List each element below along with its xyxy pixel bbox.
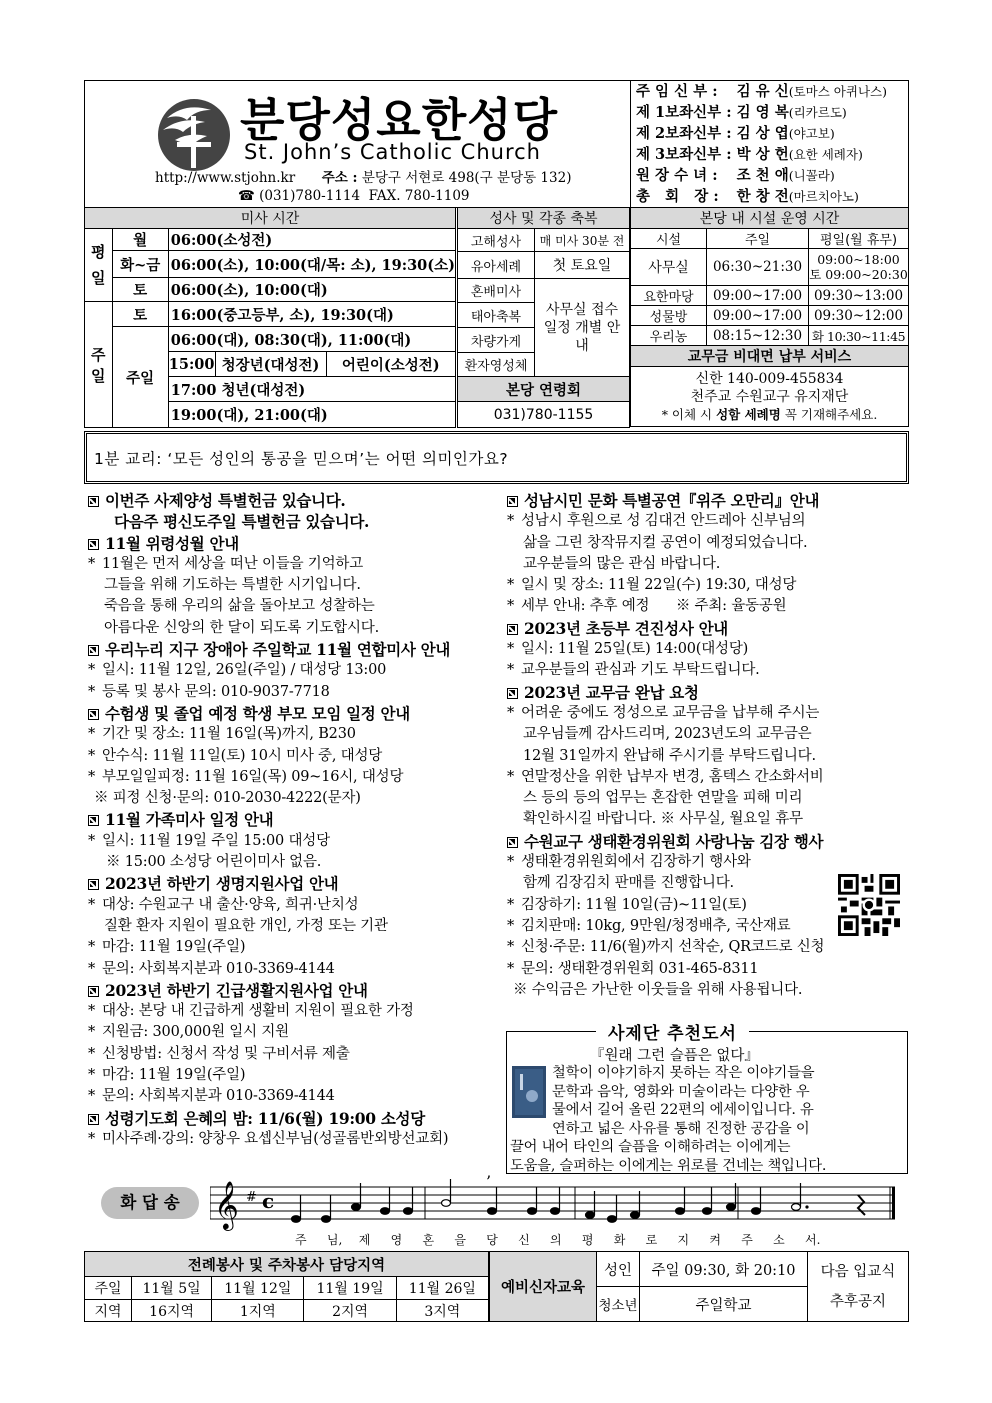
marriage-mass: 혼배미사 xyxy=(458,279,535,303)
news-line: * 일시: 11월 19일 주일 15:00 대성당 xyxy=(88,832,330,849)
clergy-name: 김 상 엽 xyxy=(736,125,789,142)
news-line: * 신청방법: 신청서 작성 및 구비서류 제출 xyxy=(88,1045,350,1062)
clergy-name: 한 창 전 xyxy=(736,188,789,205)
psalm-staff xyxy=(210,1175,900,1235)
clergy-name: 박 상 헌 xyxy=(736,146,789,163)
clergy-name: 조 천 애 xyxy=(736,167,789,184)
news-line: * 문의: 생태환경위원회 031-465-8311 xyxy=(507,960,759,977)
duty-date-2: 11월 12일 xyxy=(212,1277,304,1300)
bullet-box-icon xyxy=(88,539,99,550)
news-line: 11월 위령성월 안내 xyxy=(88,533,488,554)
facility-yohan-weekday: 09:30~13:00 xyxy=(809,286,909,306)
clergy-list xyxy=(636,81,908,207)
news-line: * 대상: 본당 내 긴급하게 생활비 지원이 필요한 가정 xyxy=(88,1003,414,1020)
header-divider xyxy=(630,80,631,208)
bullet-box-icon xyxy=(88,1114,99,1125)
news-line: 함께 김장김치 판매를 진행합니다. xyxy=(523,875,734,892)
news-line: 12월 31일까지 완납해 주시기를 부탁드립니다. xyxy=(523,747,816,764)
col-weekday: 평일(월 휴무) xyxy=(809,229,909,249)
facility-office-sunday: 06:30~21:30 xyxy=(707,249,809,286)
bullet-box-icon xyxy=(88,986,99,997)
clergy-role: 원 장 수 녀 : xyxy=(636,167,718,184)
clergy-row xyxy=(636,81,908,102)
lyric-syllable: 로 xyxy=(645,1233,658,1247)
youth-time: 주일학교 xyxy=(640,1287,808,1322)
news-line: 수험생 및 졸업 예정 학생 부모 모임 일정 안내 xyxy=(88,703,488,724)
news-line: ※ 15:00 소성당 어린이미사 없음. xyxy=(106,854,322,871)
address: 분당구 서현로 498(구 분당동 132) xyxy=(361,170,572,186)
news-line: * 어려운 중에도 정성으로 교무금을 납부해 주시는 xyxy=(507,704,820,721)
mass-title: 미사 시간 xyxy=(85,208,456,229)
news-line: 질환 환자 지원이 필요한 개인, 가정 또는 기관 xyxy=(104,917,388,934)
clergy-baptism: (니꼴라) xyxy=(788,168,835,183)
news-line: ※ 피정 신청·문의: 010-2030-4222(문자) xyxy=(94,790,361,807)
news-line: 확인하시길 바랍니다. ※ 사무실, 월요일 휴무 xyxy=(523,811,803,828)
book-line: 도움을, 슬퍼하는 이에게는 위로를 건네는 책입니다. xyxy=(510,1157,827,1174)
church-name-en: St. John’s Catholic Church xyxy=(244,140,541,164)
tithe-holder: 천주교 수원교구 유지재단 xyxy=(690,388,849,405)
duty-date-4: 11월 26일 xyxy=(396,1277,488,1300)
mass-time-sat: 06:00(소), 10:00(대) xyxy=(168,278,455,302)
facilities-title: 본당 내 시설 운영 시간 xyxy=(631,208,909,229)
church-name: 분당성요한성당 xyxy=(240,93,559,147)
news-line: 죽음을 통해 우리의 삶을 돌아보고 성찰하는 xyxy=(104,598,375,615)
news-line: * 세부 안내: 추후 예정 ※ 주최: 율동공원 xyxy=(507,598,787,615)
facility-farm: 우리농 xyxy=(631,326,707,346)
tithe-info xyxy=(631,367,909,427)
sunday-youth: 청장년(대성전) xyxy=(215,352,326,376)
news-line: 교우분들의 많은 관심 바랍니다. xyxy=(523,555,721,572)
clergy-baptism: (야고보) xyxy=(788,126,835,141)
duty-title: 전례봉사 및 주차봉사 담당지역 xyxy=(85,1252,489,1277)
clergy-role: 제 1보좌신부 : xyxy=(636,104,732,121)
news-line: ※ 수익금은 가난한 이웃들을 위해 사용됩니다. xyxy=(513,981,803,998)
news-line: 2023년 하반기 긴급생활지원사업 안내 xyxy=(88,980,488,1001)
news-line: * 일시 및 장소: 11월 22일(수) 19:30, 대성당 xyxy=(507,577,797,594)
bullet-box-icon xyxy=(88,879,99,890)
lyric-syllable: 영 xyxy=(390,1233,403,1247)
news-line: * 기간 및 장소: 11월 16일(목)까지, B230 xyxy=(88,726,356,743)
news-line: * 대상: 수원교구 내 출산·양육, 희귀·난치성 xyxy=(88,896,359,913)
bullet-box-icon xyxy=(507,688,518,699)
bullet-box-icon xyxy=(88,815,99,826)
clergy-name: 김 영 복 xyxy=(736,104,789,121)
book-line: 철학이 이야기하지 못하는 작은 이야기들을 xyxy=(552,1065,815,1081)
bullet-box-icon xyxy=(507,837,518,848)
catechumen-table xyxy=(489,1251,909,1322)
lyric-syllable: 서. xyxy=(805,1233,821,1247)
news-line: 교우님들께 감사드리며, 2023년도의 교무금은 xyxy=(523,726,812,743)
news-line: 11월 가족미사 일정 안내 xyxy=(88,809,488,830)
svg-text:𝄞: 𝄞 xyxy=(214,1180,239,1229)
mass-day-sat-eve: 토 xyxy=(112,302,168,327)
infant-baptism-time: 첫 토요일 xyxy=(535,252,630,279)
mass-time-mon: 06:00(소성전) xyxy=(168,229,455,251)
lyric-syllable: 주 xyxy=(741,1233,753,1247)
clergy-row xyxy=(636,123,908,144)
tithe-account: 신한 140-009-455834 xyxy=(695,370,844,387)
svg-text:’: ’ xyxy=(486,1175,492,1191)
facility-farm-sunday: 08:15~12:30 xyxy=(707,326,809,346)
duty-row2-label: 지역 xyxy=(85,1300,132,1322)
clergy-baptism: (마르치아노) xyxy=(788,189,859,204)
confession-time: 매 미사 30분 전 xyxy=(535,229,630,252)
news-line: * 신청·주문: 11/6(월)까지 선착순, QR코드로 신청 xyxy=(507,939,825,956)
duty-area-4: 3지역 xyxy=(396,1300,488,1322)
book-title: 『원래 그런 슬픔은 없다』 xyxy=(590,1048,759,1064)
col-facility: 시설 xyxy=(631,229,707,249)
news-line: 삶을 그린 창작뮤지컬 공연이 예정되었습니다. xyxy=(523,534,808,551)
clergy-role: 총 회 장 : xyxy=(636,188,719,205)
clergy-baptism: (리카르도) xyxy=(788,105,847,120)
facility-farm-weekday: 화 10:30~11:45 xyxy=(809,326,909,346)
news-line: * 마감: 11월 19일(주일) xyxy=(88,1067,246,1084)
facility-yohan-sunday: 09:00~17:00 xyxy=(707,286,809,306)
news-line: * 부모일일피정: 11월 16일(목) 09~16시, 대성당 xyxy=(88,768,404,785)
adult-time: 주일 09:30, 화 20:10 xyxy=(640,1252,808,1287)
lyric-syllable: 평 xyxy=(581,1233,594,1247)
mass-day-sat: 토 xyxy=(112,278,168,302)
news-line: * 마감: 11월 19일(주일) xyxy=(88,939,246,956)
clergy-role: 주 임 신 부 : xyxy=(636,83,718,100)
bullet-box-icon xyxy=(88,709,99,720)
sick-communion: 환자영성체 xyxy=(458,353,535,377)
infant-baptism: 유아세례 xyxy=(458,252,535,279)
news-line: * 김장하기: 11월 10일(금)~11일(토) xyxy=(507,896,747,913)
clergy-row xyxy=(636,144,908,165)
news-line: * 생태환경위원회에서 김장하기 행사와 xyxy=(507,854,751,871)
news-line: 2023년 초등부 견진성사 안내 xyxy=(507,618,907,639)
news-line: 성령기도회 은혜의 밤: 11/6(월) 19:00 소성당 xyxy=(88,1108,488,1129)
news-line: * 11월은 먼저 세상을 떠난 이들을 기억하고 xyxy=(88,555,364,572)
next-entrance: 다음 입교식 추후공지 xyxy=(808,1252,909,1322)
facility-store: 성물방 xyxy=(631,306,707,326)
house-blessing: 차량가게 xyxy=(458,328,535,353)
news-line: 아름다운 신앙의 한 달이 되도록 기도합시다. xyxy=(104,619,379,636)
church-logo-icon xyxy=(155,96,233,174)
mass-time-sunday-1500 xyxy=(168,352,455,377)
mass-time-tue-fri: 06:00(소), 10:00(대/목: 소), 19:30(소) xyxy=(168,251,455,278)
news-line: 스 등의 등의 업무는 혼잡한 연말을 피해 미리 xyxy=(523,790,803,807)
psalm-lyrics xyxy=(295,1231,821,1247)
catechism-text: 1분 교리: ‘모든 성인의 통공을 믿으며’는 어떤 의미인가요? xyxy=(94,450,509,468)
website-link[interactable]: http://www.stjohn.kr xyxy=(155,170,296,186)
book-body xyxy=(510,1064,904,1175)
sunday-child: 어린이(소성전) xyxy=(341,356,440,374)
facility-store-sunday: 09:00~17:00 xyxy=(707,306,809,326)
duty-area-1: 16지역 xyxy=(132,1300,212,1322)
book-line: 물에서 길어 올린 22편의 에세이입니다. 유 xyxy=(552,1102,814,1118)
fetus-blessing: 태아축복 xyxy=(458,303,535,328)
news-line: 2023년 하반기 생명지원사업 안내 xyxy=(88,873,488,894)
mass-time-sunday-1: 06:00(대), 08:30(대), 11:00(대) xyxy=(168,327,455,352)
lyric-syllable: 주 xyxy=(295,1233,307,1247)
clergy-row xyxy=(636,186,908,207)
clergy-baptism: (요한 세례자) xyxy=(788,147,863,162)
bullet-box-icon xyxy=(507,624,518,635)
facilities-table xyxy=(630,207,909,427)
council-phone: 031)780-1155 xyxy=(458,402,630,428)
tithe-title: 교무금 비대면 납부 서비스 xyxy=(631,346,909,367)
mass-day-mon: 월 xyxy=(112,229,168,251)
book-section-title: 사제단 추천도서 xyxy=(596,1019,749,1044)
lyric-syllable: 님, xyxy=(326,1233,343,1247)
news-line: * 지원금: 300,000원 일시 지원 xyxy=(88,1024,289,1041)
office-note: 사무실 접수 일정 개별 안내 xyxy=(535,279,630,377)
news-line: * 김치판매: 10kg, 9만원/청정배추, 국산재료 xyxy=(507,917,791,934)
news-line: * 안수식: 11월 11일(토) 10시 미사 중, 대성당 xyxy=(88,747,383,764)
news-line: 우리누리 지구 장애아 주일학교 11월 연합미사 안내 xyxy=(88,639,488,660)
svg-text:#: # xyxy=(246,1190,257,1205)
bullet-box-icon xyxy=(88,645,99,656)
duty-date-1: 11월 5일 xyxy=(132,1277,212,1300)
mass-time-sunday-last: 19:00(대), 21:00(대) xyxy=(168,402,455,428)
address-label: 주소 : xyxy=(321,170,358,186)
sunday-1500: 15:00 xyxy=(169,352,215,376)
news-line: * 성남시 후원으로 성 김대건 안드레아 신부님의 xyxy=(507,513,806,530)
bullet-box-icon xyxy=(88,496,99,507)
news-line: * 문의: 사회복지분과 010-3369-4144 xyxy=(88,1088,335,1105)
lyric-syllable: 지 xyxy=(677,1233,690,1247)
book-line: 끌어 내어 타인의 슬픔을 이해하려는 이에게는 xyxy=(510,1139,791,1155)
psalm-label: 화 답 송 xyxy=(101,1187,199,1219)
sacraments-title: 성사 및 각종 축복 xyxy=(458,208,630,229)
lyric-syllable: 화 xyxy=(613,1233,626,1247)
lyric-syllable: 의 xyxy=(550,1233,562,1247)
lyric-syllable: 켜 xyxy=(709,1233,721,1247)
lyric-syllable: 신 xyxy=(518,1233,530,1247)
news-line: 다음주 평신도주일 특별헌금 있습니다. xyxy=(114,512,370,532)
adult-label: 성인 xyxy=(597,1252,640,1287)
clergy-name: 김 유 신 xyxy=(736,83,789,100)
sunday-label: 주일 xyxy=(85,302,113,428)
lyric-syllable: 제 xyxy=(358,1233,371,1247)
lyric-syllable: 당 xyxy=(486,1233,498,1247)
duty-row1-label: 주일 xyxy=(85,1277,132,1300)
clergy-role: 제 2보좌신부 : xyxy=(636,125,732,142)
phone: ☎ (031)780-1114 FAX. 780-1109 xyxy=(238,188,470,204)
mass-day-tue-fri: 화~금 xyxy=(112,251,168,278)
mass-table xyxy=(84,207,456,428)
sacraments-table xyxy=(457,207,630,428)
book-line: 문학과 음악, 영화와 미술이라는 다양한 우 xyxy=(552,1083,810,1100)
duty-area-2: 1지역 xyxy=(212,1300,304,1322)
facility-office: 사무실 xyxy=(631,249,707,286)
news-line: 이번주 사제양성 특별헌금 있습니다. xyxy=(88,490,488,511)
qr-code-icon[interactable] xyxy=(838,874,900,936)
clergy-baptism: (토마스 아퀴나스) xyxy=(788,84,887,99)
mass-day-sunday: 주일 xyxy=(112,327,168,428)
facility-yohan: 요한마당 xyxy=(631,286,707,306)
col-sunday: 주일 xyxy=(707,229,809,249)
duty-date-3: 11월 19일 xyxy=(304,1277,396,1300)
clergy-row xyxy=(636,102,908,123)
book-line: 연하고 넓은 사유를 통해 진정한 공감을 이 xyxy=(552,1120,810,1137)
tithe-note: * 이체 시 성함 세례명 꼭 기재해주세요. xyxy=(661,406,878,422)
lyric-syllable: 소 xyxy=(773,1233,785,1247)
news-line: * 연말정산을 위한 납부자 변경, 홈텍스 간소화서비 xyxy=(507,768,824,785)
news-line: * 등록 및 봉사 문의: 010-9037-7718 xyxy=(88,683,330,700)
clergy-row xyxy=(636,165,908,186)
lyric-syllable: 을 xyxy=(454,1233,466,1247)
confession: 고해성사 xyxy=(458,229,535,252)
news-line: * 미사주례·강의: 양창우 요셉신부님(성골롬반외방선교회) xyxy=(88,1130,449,1147)
news-line: 수원교구 생태환경위원회 사랑나눔 김장 행사 xyxy=(507,831,907,852)
duty-area-3: 2지역 xyxy=(304,1300,396,1322)
news-line: * 교우분들의 관심과 기도 부탁드립니다. xyxy=(507,662,760,679)
news-line: 성남시민 문화 특별공연『위주 오만리』안내 xyxy=(507,490,907,511)
news-line: 그들을 위해 기도하는 특별한 시기입니다. xyxy=(104,577,361,594)
news-line: 2023년 교무금 완납 요청 xyxy=(507,682,907,703)
lyric-syllable: 혼 xyxy=(422,1233,435,1247)
facility-office-weekday: 09:00~18:00 토 09:00~20:30 xyxy=(809,249,909,286)
left-news xyxy=(88,490,488,1150)
mass-time-sunday-1700: 17:00 청년(대성전) xyxy=(168,377,455,402)
news-line: * 일시: 11월 25일(토) 14:00(대성당) xyxy=(507,641,749,658)
duty-table xyxy=(84,1251,489,1322)
news-line: * 문의: 사회복지분과 010-3369-4144 xyxy=(88,960,335,977)
mass-time-sat-eve: 16:00(중고등부, 소), 19:30(대) xyxy=(168,302,455,327)
clergy-role: 제 3보좌신부 : xyxy=(636,146,732,163)
weekday-label: 평일 xyxy=(85,229,113,302)
news-line: * 일시: 11월 12일, 26일(주일) / 대성당 13:00 xyxy=(88,662,387,679)
svg-text:c: c xyxy=(262,1189,275,1213)
council-title: 본당 연령회 xyxy=(458,377,630,402)
bullet-box-icon xyxy=(507,496,518,507)
youth-label: 청소년 xyxy=(597,1287,640,1322)
header-contact xyxy=(155,168,571,188)
catechumen-title: 예비신자교육 xyxy=(490,1252,597,1322)
facility-store-weekday: 09:30~12:00 xyxy=(809,306,909,326)
